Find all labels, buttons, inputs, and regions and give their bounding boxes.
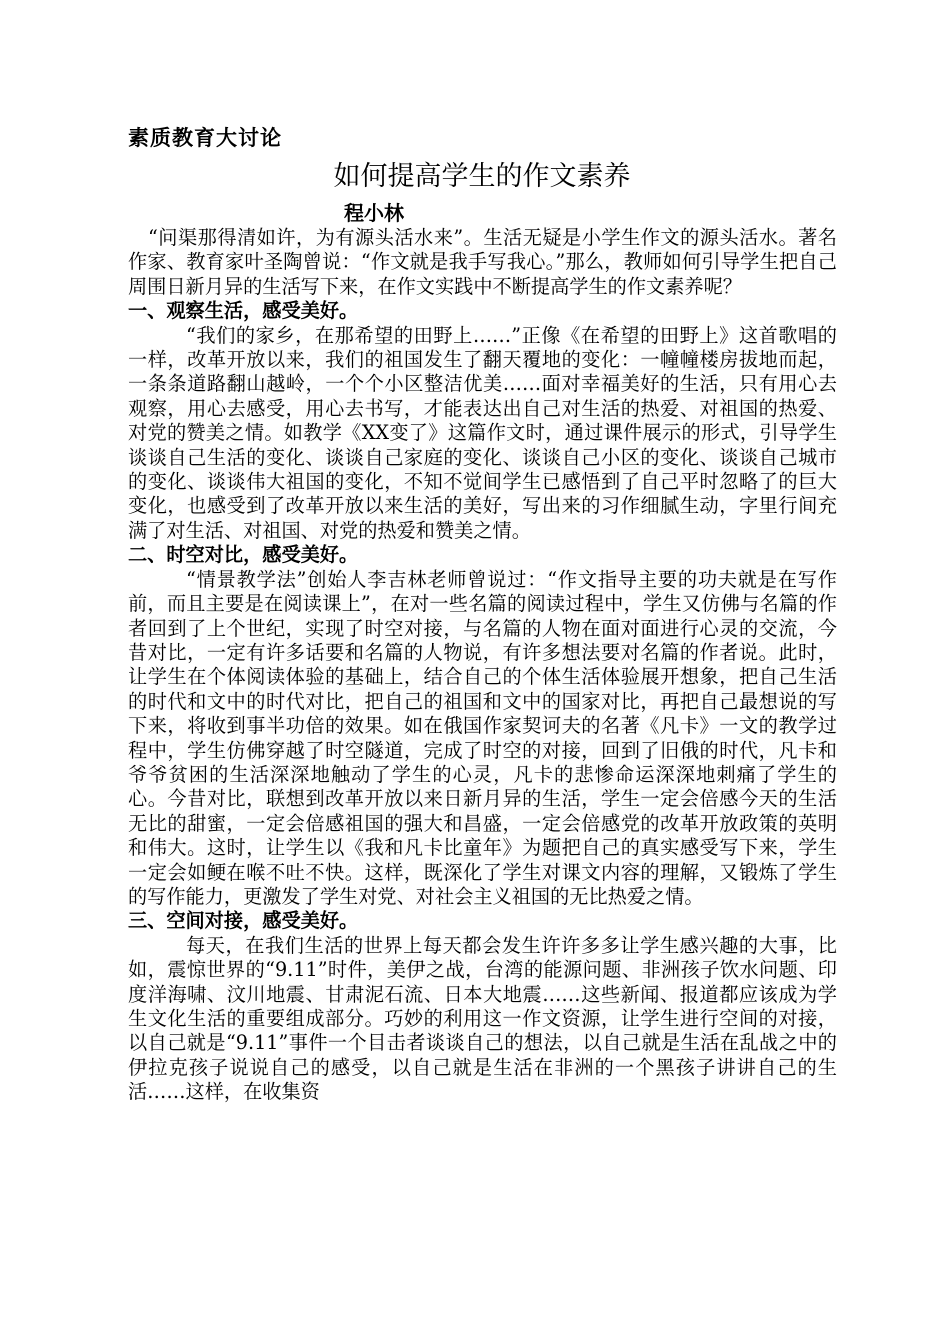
article-body (128, 226, 837, 1105)
column-label: 素质教育大讨论 (128, 125, 282, 150)
section-heading-2: 二、时空对比，感受美好。 (128, 543, 359, 567)
author-name: 程小林 (344, 201, 404, 225)
intro-paragraph: “问渠那得清如许，为有源头活水来”。生活无疑是小学生作文的源头活水。著名作家、教育家叶圣陶曾说：“作文就是我手写我心。”那么，教师如何引导学生把自己周围日新月异的生活写下来，在作文实践中不断提高学生的作文素养呢？ (128, 226, 837, 298)
section-paragraph-2: “情景教学法”创始人李吉林老师曾说过：“作文指导主要的功夫就是在写作前，而且主要是在阅读课上”，在对一些名篇的阅读过程中，学生又仿佛与名篇的作者回到了上个世纪，实现了时空对接，与名篇的人物在面对面进行心灵的交流，今昔对比，一定有许多话要和名篇的人物说，有许多想法要对名篇的作者说。此时，让学生在个体阅读体验的基础上，结合自己的个体生活体验展开想象，把自己生活的时代和文中的时代对比，把自己的祖国和文中的国家对比，再把自己最想说的写下来，将收到事半功倍的效果。如在俄国作家契诃夫的名著《凡卡》一文的教学过程中，学生仿佛穿越了时空隧道，完成了时空的对接，回到了旧俄的时代，凡卡和爷爷贫困的生活深深地触动了学生的心灵，凡卡的悲惨命运深深地刺痛了学生的心。今昔对比，联想到改革开放以来日新月异的生活，学生一定会倍感今天的生活无比的甜蜜，一定会倍感祖国的强大和昌盛，一定会倍感党的改革开放政策的英明和伟大。这时，让学生以《我和凡卡比童年》为题把自己的真实感受写下来，学生一定会如鲠在喉不吐不快。这样，既深化了学生对课文内容的理解，又锻炼了学生的写作能力，更激发了学生对党、对社会主义祖国的无比热爱之情。 (128, 567, 837, 908)
page-title: 如何提高学生的作文素养 (333, 161, 631, 192)
section-heading-3: 三、空间对接，感受美好。 (128, 909, 359, 933)
section-paragraph-1: “我们的家乡，在那希望的田野上……”正像《在希望的田野上》这首歌唱的一样，改革开放以来，我们的祖国发生了翻天覆地的变化：一幢幢楼房拔地而起，一条条道路翻山越岭，一个个小区整洁优美……面对幸福美好的生活，只有用心去观察，用心去感受，用心去书写，才能表达出自己对生活的热爱、对祖国的热爱、对党的赞美之情。如教学《XX变了》这篇作文时，通过课件展示的形式，引导学生谈谈自己生活的变化、谈谈自己家庭的变化、谈谈自己小区的变化、谈谈自己城市的变化、谈谈伟大祖国的变化，不知不觉间学生已感悟到了自己平时忽略了的巨大变化，也感受到了改革开放以来生活的美好，写出来的习作细腻生动，字里行间充满了对生活、对祖国、对党的热爱和赞美之情。 (128, 323, 837, 542)
section-heading-1: 一、观察生活，感受美好。 (128, 299, 359, 323)
section-paragraph-3: 每天，在我们生活的世界上每天都会发生许许多多让学生感兴趣的大事，比如，震惊世界的“9.11”时件，美伊之战，台湾的能源问题、非洲孩子饮水问题、印度洋海啸、汶川地震、甘肃泥石流、日本大地震……这些新闻、报道都应该成为学生文化生活的重要组成部分。巧妙的利用这一作文资源，让学生进行空间的对接，以自己就是“9.11”事件一个目击者谈谈自己的想法，以自己就是生活在乱战之中的伊拉克孩子说说自己的感受，以自己就是生活在非洲的一个黑孩子讲讲自己的生活……这样，在收集资 (128, 933, 837, 1104)
